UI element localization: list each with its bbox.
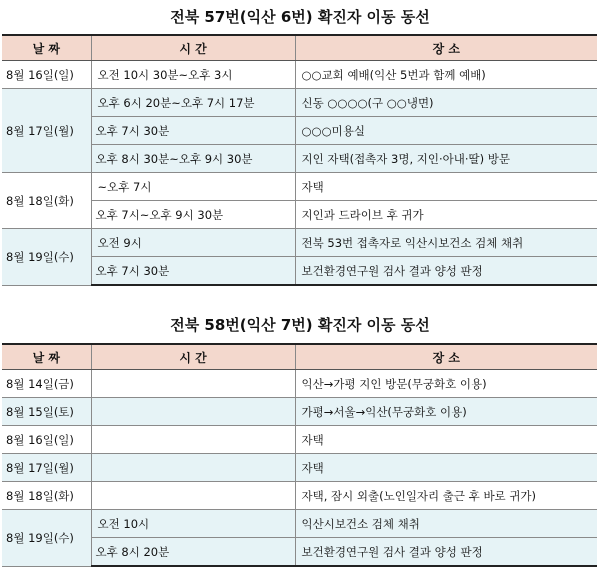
table-row	[2, 426, 597, 454]
header-place: 장 소	[295, 344, 597, 370]
time-cell: ~오후 7시	[91, 173, 295, 201]
place-cell: 전북 53번 접촉자로 익산시보건소 검체 채취	[295, 229, 597, 257]
table-row	[2, 257, 597, 286]
time-cell: 오후 8시 20분	[91, 538, 295, 567]
header-date: 날 짜	[2, 344, 91, 370]
time-cell: 오후 8시 30분~오후 9시 30분	[91, 145, 295, 173]
header-place: 장 소	[295, 35, 597, 61]
header-time: 시 간	[91, 35, 295, 61]
place-cell: 익산→가평 지인 방문(무궁화호 이용)	[295, 370, 597, 398]
date-cell: 8월 19일(수)	[2, 229, 91, 286]
time-cell: 오후 7시 30분	[91, 257, 295, 286]
movement-table-58	[2, 343, 597, 567]
place-cell: 지인 자택(접촉자 3명, 지인·아내·딸) 방문	[295, 145, 597, 173]
place-cell: 익산시보건소 검체 채취	[295, 510, 597, 538]
table-row	[2, 510, 597, 538]
place-cell: 자택	[295, 173, 597, 201]
table-row	[2, 482, 597, 510]
table-row	[2, 173, 597, 201]
time-cell: 오전 10시 30분~오후 3시	[91, 61, 295, 89]
place-cell: 보건환경연구원 검사 결과 양성 판정	[295, 538, 597, 567]
time-cell	[91, 482, 295, 510]
place-cell: 자택	[295, 426, 597, 454]
movement-table-57	[2, 34, 597, 286]
header-row	[2, 344, 597, 370]
table-row	[2, 145, 597, 173]
table-row	[2, 61, 597, 89]
place-cell: 자택	[295, 454, 597, 482]
time-cell: 오후 7시~오후 9시 30분	[91, 201, 295, 229]
time-cell	[91, 426, 295, 454]
time-cell	[91, 398, 295, 426]
place-cell: 가평→서울→익산(무궁화호 이용)	[295, 398, 597, 426]
header-row	[2, 35, 597, 61]
date-cell: 8월 19일(수)	[2, 510, 91, 567]
table-row	[2, 229, 597, 257]
date-cell: 8월 17일(월)	[2, 89, 91, 173]
table-row	[2, 538, 597, 567]
time-cell: 오후 6시 20분~오후 7시 17분	[91, 89, 295, 117]
date-cell: 8월 18일(화)	[2, 482, 91, 510]
header-date: 날 짜	[2, 35, 91, 61]
place-cell: 지인과 드라이브 후 귀가	[295, 201, 597, 229]
table-row	[2, 89, 597, 117]
place-cell: 보건환경연구원 검사 결과 양성 판정	[295, 257, 597, 286]
place-cell: ○○○미용실	[295, 117, 597, 145]
table-row	[2, 370, 597, 398]
time-cell: 오전 9시	[91, 229, 295, 257]
time-cell	[91, 454, 295, 482]
place-cell: ○○교회 예배(익산 5번과 함께 예배)	[295, 61, 597, 89]
time-cell: 오후 7시 30분	[91, 117, 295, 145]
date-cell: 8월 18일(화)	[2, 173, 91, 229]
date-cell: 8월 16일(일)	[2, 426, 91, 454]
date-cell: 8월 17일(월)	[2, 454, 91, 482]
date-cell: 8월 15일(토)	[2, 398, 91, 426]
table2-title: 전북 58번(익산 7번) 확진자 이동 동선	[170, 316, 430, 334]
time-cell: 오전 10시	[91, 510, 295, 538]
place-cell: 신동 ○○○○(구 ○○냉면)	[295, 89, 597, 117]
place-cell: 자택, 잠시 외출(노인일자리 출근 후 바로 귀가)	[295, 482, 597, 510]
header-time: 시 간	[91, 344, 295, 370]
date-cell: 8월 14일(금)	[2, 370, 91, 398]
date-cell: 8월 16일(일)	[2, 61, 91, 89]
time-cell	[91, 370, 295, 398]
table-row	[2, 117, 597, 145]
table-row	[2, 201, 597, 229]
table-row	[2, 398, 597, 426]
table-row	[2, 454, 597, 482]
table1-title: 전북 57번(익산 6번) 확진자 이동 동선	[170, 8, 430, 26]
